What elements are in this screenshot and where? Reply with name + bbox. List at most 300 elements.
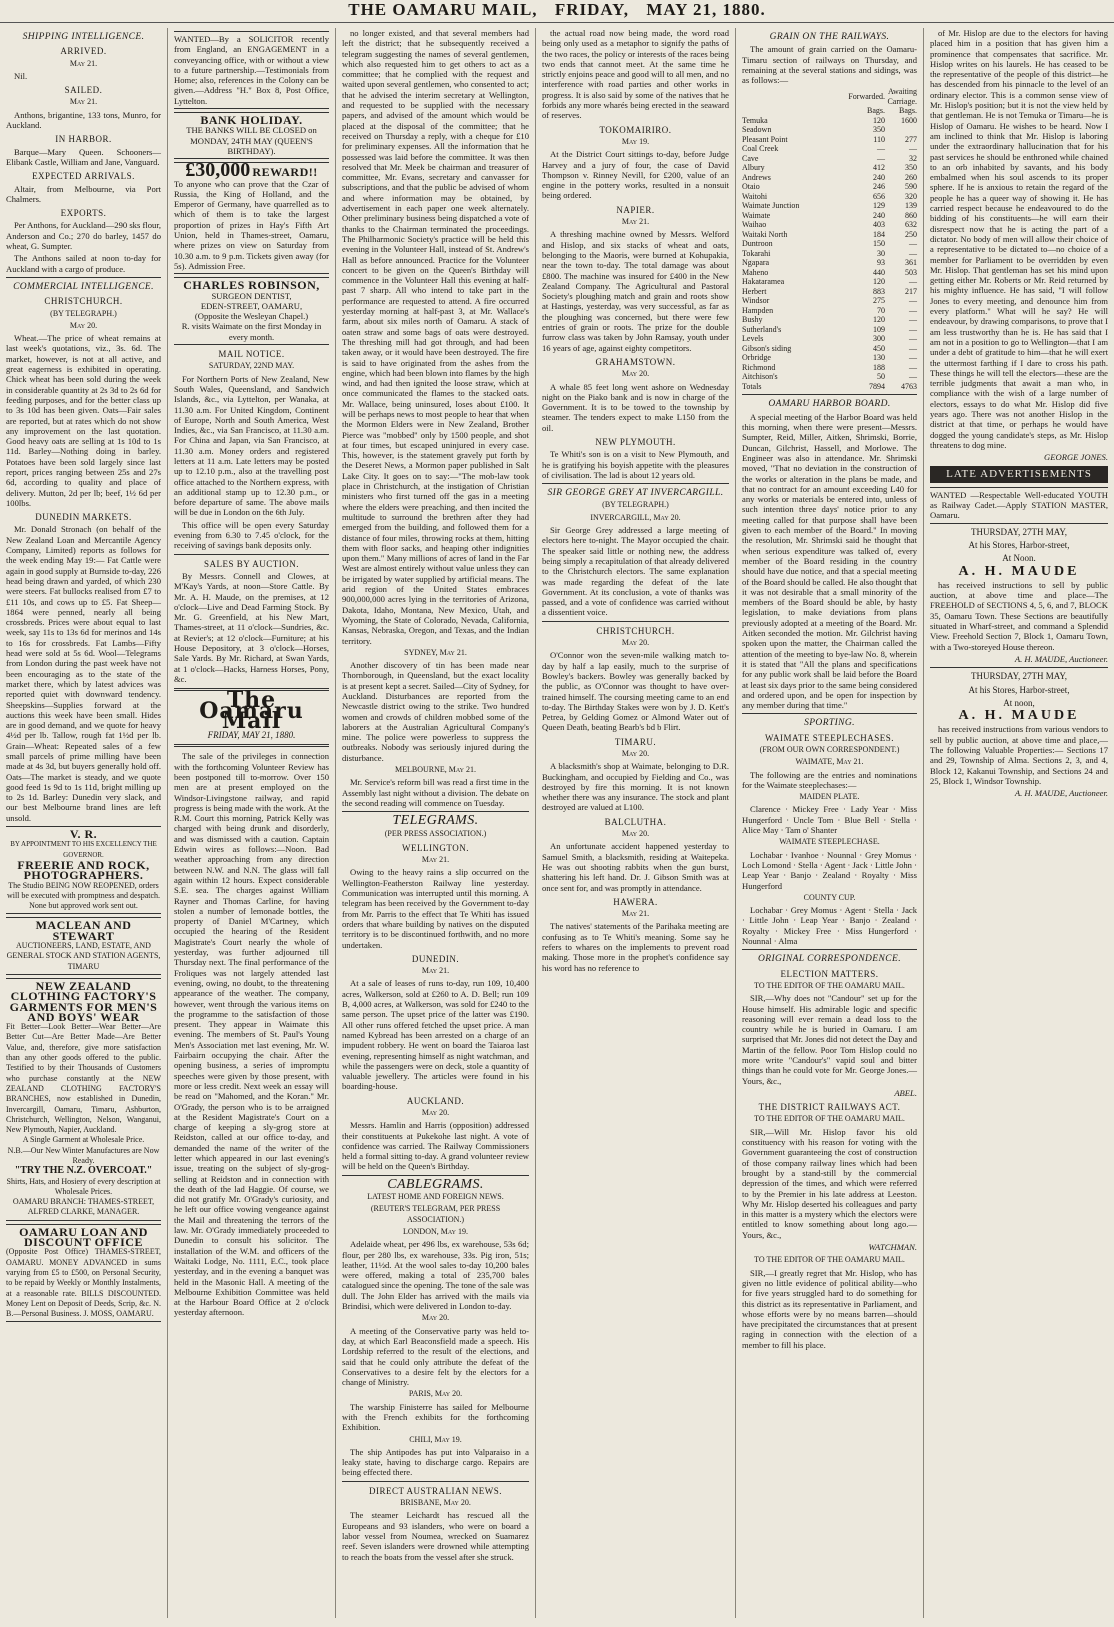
reward-word: REWARD!! (252, 165, 318, 180)
grain-row (742, 144, 917, 154)
chch-date: May 20. (69, 320, 98, 330)
grain-row (742, 325, 917, 335)
grain-forwarded: 70 (877, 305, 885, 315)
balclutha-text: An unfortunate accident happened yesterday to Samuel Smith, a blacksmith, residing at Waitepeka. He was out shooting rabbits when the gun burst, shattering his left hand. Dr. J. Gibson Smith was at once sent for, and was promptly in attendance. (542, 841, 729, 893)
district-signature: WATCHMAN. (868, 1242, 917, 1253)
cablegrams-text: Adelaide wheat, per 496 lbs, ex warehouse, 53s 6d; flour, per 280 lbs, ex warehouse, 33s. Pig iron, 51s; leather, 11½d. At the wool sales to-day 10,200 bales were offered, making a total of 235,700 bales catalogued since the opening. The tone of the sale was dull. The John Elder has arrived with the mails via Brindisi, which were delivered in London to-day. (342, 1239, 529, 1312)
surgeon-name: CHARLES ROBINSON, (183, 278, 320, 293)
wanted-youth-ad (930, 487, 1108, 524)
expected-text: Altair, from Melbourne, via Port Chalmers. (6, 183, 161, 204)
grain-unit-awaiting: Bags. (899, 106, 917, 116)
grain-awaiting: — (909, 144, 917, 154)
in-harbor-heading: IN HARBOR. (55, 134, 112, 145)
auckland-text: Messrs. Hamlin and Harris (opposition) addressed their constituents at Pukekohe last night. A vote of confidence was carried. The Railway Commissioners held a formal sitting to-day. A grand volunteer review will be held on the Queen's Birthday. (342, 1120, 529, 1172)
grain-row (742, 220, 917, 230)
divider (930, 667, 1108, 668)
timaru-date: May 20. (621, 749, 650, 758)
maclean-ad (6, 917, 161, 974)
wellington-heading: WELLINGTON. (401, 842, 470, 853)
jones-signature: GEORGE JONES. (1044, 452, 1108, 463)
surgeon-address: EDEN-STREET, OAMARU, (200, 300, 303, 311)
grain-row (742, 125, 917, 135)
balclutha-date: May 20. (621, 829, 650, 839)
auction-2-name: A. H. MAUDE (958, 708, 1080, 724)
napier-date: May 21. (621, 217, 650, 227)
grain-row (742, 201, 917, 211)
late-advertisements-banner: LATE ADVERTISEMENTS (930, 466, 1108, 482)
timaru-text: A blacksmith's shop at Waimate, belonging to D.R. Buckingham, and occupied by Fielding and Co., was destroyed by fire this morning. It is not known whether there was any insurance. The stock and plant destroyed are valued at L100. (542, 761, 729, 813)
grain-awaiting: 350 (905, 163, 917, 173)
grey-sub: (BY TELEGRAPH.) (602, 500, 669, 510)
grain-forwarded: 110 (873, 134, 885, 144)
grain-station: Seadown (742, 125, 772, 135)
grain-station: Gibson's siding (742, 343, 792, 353)
tokomairiro-date: May 19. (621, 136, 650, 146)
grain-awaiting: — (909, 239, 917, 249)
column-4-text: the actual road now being made, the word road being only used as a metaphor to signify the paths of the two races, the policy or interests of the races being two ends that cannot meet. At the same time he strictly enjoins peace and good will to all men, and no interference with road parties and other works in progress. It is also said by some of the natives that he forbids any more wharés being erected in the seaward of reserves. (542, 28, 729, 121)
grain-row (742, 211, 917, 221)
reuter-line: (REUTER'S TELEGRAM, PER PRESS ASSOCIATION.) (370, 1204, 501, 1224)
melbourne-heading: MELBOURNE, May 21. (394, 765, 476, 775)
new-plymouth-text: Te Whiti's son is on a visit to New Plymouth, and he is gratifying his boyish appetite with the pleasures of civilisation. The lad is about 12 years old. (542, 449, 729, 480)
grain-awaiting: 1600 (901, 115, 917, 125)
waimate-date: WAIMATE, May 21. (795, 757, 864, 767)
divider (342, 811, 529, 812)
election-signature: ABEL. (894, 1087, 917, 1098)
sporting-heading: SPORTING. (804, 718, 855, 729)
grain-row (742, 182, 917, 192)
grain-forwarded: 129 (873, 201, 885, 211)
grain-forwarded: 300 (873, 334, 885, 344)
grain-row (742, 306, 917, 316)
grain-awaiting: — (909, 334, 917, 344)
in-harbor-text: Barque—Mary Queen. Schooners—Elibank Castle, William and Jane, Vanguard. (6, 146, 161, 167)
single-garment: A Single Garment at Wholesale Price. (22, 1135, 145, 1145)
reward-ad (174, 159, 329, 274)
divider (174, 744, 329, 747)
royal-crest-icon: V. R. (69, 827, 98, 842)
grain-row (742, 334, 917, 344)
grain-awaiting: 260 (905, 172, 917, 182)
grain-body (742, 116, 917, 382)
grain-forwarded: 184 (873, 229, 885, 239)
grain-row (742, 296, 917, 306)
grain-awaiting: 250 (905, 229, 917, 239)
grain-station: Waihao (742, 220, 767, 230)
christchurch-text: O'Connor won the seven-mile walking match to-day by half a lap easily, much to the surprise of Bowley's backers. Bowley was generally backed by the public, as O'Connor was thought to have over-trained himself. The coursing meeting came to an end to-day. The Birthday Stakes were won by J. D. Kett's Petrea, by Gelding Gomez or Almond Water out of Queen Death, beating Bearb's bd b Flirt. (542, 650, 729, 733)
melbourne-text: Mr. Service's reform bill was read a first time in the Assembly last night without a division. The debate on the second reading will commence on Tuesday. (342, 777, 529, 808)
divider (342, 1481, 529, 1482)
grain-station: Maheno (742, 267, 769, 277)
divider (742, 949, 917, 950)
maclean-name: MACLEAN AND STEWART (35, 918, 132, 943)
grain-units-row (742, 106, 917, 116)
dunedin-markets-heading: DUNEDIN MARKETS. (35, 512, 132, 523)
grain-station: Duntroon (742, 239, 773, 249)
column-5 (736, 28, 924, 1618)
district-to: TO THE EDITOR OF THE OAMARU MAIL. (754, 1114, 905, 1124)
masthead-date: MAY 21, 1880. (646, 0, 766, 19)
grain-forwarded: — (877, 153, 885, 163)
waimate-heading: WAIMATE STEEPLECHASES. (764, 732, 894, 743)
auction-1-name: A. H. MAUDE (958, 563, 1080, 579)
bank-holiday-ad (174, 112, 329, 159)
column-1 (0, 28, 168, 1618)
grain-awaiting: 320 (905, 191, 917, 201)
grain-row (742, 192, 917, 202)
dunedin-text: At a sale of leases of runs to-day, run 109, 10,400 acres, Walkerson, sold at £260 to A. D. Bell; run 109 B, 4,000 acres, at Walkerson, was sold for £240 to the same person. The upset price of the latter was £190. All other runs offered fetched the upset price. A man named Kybread has been arrested on a charge of an impudent robbery. He went on board the Taiaroa last evening, representing himself as night watchman, and while the passengers were on deck, stole a quantity of valuable jewellery. The articles were found in his boarding-house. (342, 978, 529, 1092)
wanted-youth-text: WANTED —Respectable Well-educated YOUTH as Railway Cadet.—Apply STATION MASTER, Oamaru. (930, 489, 1108, 521)
masthead (0, 0, 1114, 23)
grain-row (742, 163, 917, 173)
cablegrams-sub: LATEST HOME AND FOREIGN NEWS. (367, 1192, 504, 1202)
original-heading: ORIGINAL CORRESPONDENCE. (758, 954, 901, 965)
loan-title: OAMARU LOAN AND DISCOUNT OFFICE (19, 1224, 148, 1250)
grahamstown-heading: GRAHAMSTOWN. (595, 356, 676, 367)
steeple-heading: WAIMATE STEEPLECHASE. (779, 837, 880, 847)
mail-notice-date: SATURDAY, 22ND MAY. (208, 361, 295, 371)
grain-forwarded: 883 (873, 286, 885, 296)
grain-forwarded: 50 (877, 372, 885, 382)
reward-text: To anyone who can prove that the Czar of Russia, the King of Holland, and the Emperor of Germany, have quarrelled as to which of them is to take the largest proportion of prizes in Hay's Fifth Art Union, held in Thames-street, Oamaru, where prizes on view on Saturday from 10.30 a.m. to 9 p.m. Tickets given away (for 5s). Admission Free. (174, 178, 329, 271)
napier-text: A threshing machine owned by Messrs. Welford and Hislop, and six stacks of wheat and oats, belonging to the Maoris, were burned at Kohupakia, near the town to-day. The total damage was about £800. The machine was insured for £400 in the New Zealand Company. The Agricultural and Pastoral Society's ploughing match and grain and roots show at Hastings, yesterday, was very successful, as far as the ploughing was concerned, but there were few entries of grain or roots. The prize for the double furrow class was taken by John Ramsay, youth under 16 years of age, against eighty competitors. (542, 229, 729, 353)
grain-forwarded: 120 (873, 115, 885, 125)
divider (742, 394, 917, 395)
grain-awaiting: — (909, 343, 917, 353)
bank-holiday-text: THE BANKS WILL BE CLOSED on MONDAY, 24TH MAY (QUEEN'S BIRTHDAY). (186, 125, 317, 156)
bank-holiday-heading: BANK HOLIDAY. (200, 113, 303, 128)
hawera-text: The natives' statements of the Parihaka meeting are confusing as to Te Whiti's meaning. Some say he refers to whares on the implements to prevent road making. Those more in the prophet's confidence say his word has no reference to (542, 921, 729, 973)
divider (742, 713, 917, 714)
grain-forwarded: 30 (877, 248, 885, 258)
balclutha-heading: BALCLUTHA. (604, 816, 667, 827)
grey-heading: SIR GEORGE GREY AT INVERCARGILL. (547, 488, 724, 499)
grain-forwarded: 275 (873, 296, 885, 306)
grahamstown-text: A whale 85 feet long went ashore on Wednesday night on the Piako bank and is now in charge of the Government. It is to be towed to the township by steamer. The tenders expect to make L150 from the oil. (542, 381, 729, 433)
cablegrams-text-2: A meeting of the Conservative party was held to-day, at which Earl Beaconsfield made a speech. His Lordship referred to the result of the elections, and said that he could only attribute the defeat of the Conservatives to a desire felt by the electors for a change of Ministry. (342, 1325, 529, 1388)
grain-row (742, 135, 917, 145)
grain-awaiting: 590 (905, 182, 917, 192)
grain-heading: GRAIN ON THE RAILWAYS. (769, 32, 890, 42)
mail-notice-text: For Northern Ports of New Zealand, New South Wales, Queensland, and Sandwich Islands, &c., via Lyttelton, per Wanaka, at 11.30 a.m. For United Kingdom, Continent of Europe, North and South America, West Indies, &c., via San Francisco, at 11.30 a.m. For China and Japan, via San Francisco, at 11.30 a.m. Money orders and registered letters at 11 a.m. Late letters may be posted up to 12.10 p.m., also at the travelling post office attached to the Northern express, with an additional stamp up to 12.30 p.m., or before departure of same. The above mails will be due in London on the 6th July. (174, 373, 329, 518)
third-to: TO THE EDITOR OF THE OAMARU MAIL. (754, 1255, 905, 1265)
grain-row (742, 287, 917, 297)
tokomairiro-text: At the District Court sittings to-day, before Judge Harvey and a jury of four, the case of David Thompson v. Rinney Nevill, for £200, value of an engine in the pottery works, resulted in a nonsuit being ordered. (542, 149, 729, 201)
election-text: SIR,—Why does not "Candour" set up for the House himself. His admirable logic and specific reasoning will ever remain a dead loss to the country while he is buried in Oamaru. I am surprised that Mr. Jones did not detect the Day and Martin of the fellow. Poor Tom Hislop could no more write "Candour's" vapid soul and bitter things than he could vote for Mr. George Jones.—Yours, &c., (742, 993, 917, 1086)
arrived-date: May 21. (69, 58, 98, 68)
grey-date: INVERCARGILL, May 20. (590, 512, 681, 522)
auction-2-day: THURSDAY, 27TH MAY, (970, 671, 1068, 682)
grain-forwarded: 450 (873, 343, 885, 353)
grain-station: Sutherland's (742, 324, 782, 334)
grain-forwarded: 109 (873, 324, 885, 334)
harbor-heading: OAMARU HARBOR BOARD. (768, 399, 891, 410)
grain-station: Herbert (742, 286, 767, 296)
grain-forwarded: 656 (873, 191, 885, 201)
grain-row (742, 344, 917, 354)
grain-col-awaiting: Awaiting Carriage. (887, 87, 917, 106)
surgeon-ad (174, 277, 329, 345)
telegrams-heading: TELEGRAMS. (392, 813, 479, 829)
sailed-date: May 21. (69, 97, 98, 107)
dunedin-heading: DUNEDIN. (411, 953, 460, 964)
grain-awaiting: 139 (905, 201, 917, 211)
grain-row (742, 239, 917, 249)
grain-table (742, 87, 917, 391)
paris-date: PARIS, May 20. (408, 1389, 463, 1399)
grain-awaiting: 503 (905, 267, 917, 277)
grain-row (742, 249, 917, 259)
grain-station: Tokarahi (742, 248, 771, 258)
clothing-title: NEW ZEALAND CLOTHING FACTORY'S GARMENTS FOR MEN'S AND BOYS' WEAR (9, 978, 158, 1024)
sydney-text: Another discovery of tin has been made near Thornborough, in Queensland, but the exact locality is at present kept a secret. Sailed—City of Sydney, for Auckland. Disturbances are reported from the Newcastle district owing to the strike. Two hundred women and crowds of children mobbed some of the laborers at the Australian Agricultural Company's mine. The police were powerless to suppress the outbreaks. Nobody was seriously injured during the disturbance. (342, 660, 529, 763)
grain-forwarded: 188 (873, 362, 885, 372)
grain-station: Waimate (742, 210, 771, 220)
sailed-text: Anthons, brigantine, 133 tons, Munro, for Auckland. (6, 109, 161, 131)
divider (6, 277, 161, 278)
grain-forwarded: 440 (873, 267, 885, 277)
clothing-ad (6, 978, 161, 1221)
wellington-date: May 21. (421, 855, 450, 865)
grain-forwarded: 403 (873, 220, 885, 230)
grain-forwarded: 412 (873, 163, 885, 173)
grain-station: Waimate Junction (742, 201, 800, 211)
sales-heading: SALES BY AUCTION. (204, 558, 299, 569)
wanted-solicitor-text: WANTED—By a SOLICITOR recently from England, an ENGAGEMENT in a conveyancing office, with or without a view to a future partnership.—Testimonials from Home; also, references in the Colony can be given.—Address "H." Box 8, Post Office, Lyttelton. (174, 34, 329, 106)
grain-station: Orbridge (742, 353, 771, 363)
masthead-paper: THE OAMARU MAIL, (348, 0, 538, 19)
branch-text: OAMARU BRANCH: THAMES-STREET, ALFRED CLARKE, MANAGER. (12, 1197, 155, 1217)
grain-station: Albury (742, 163, 765, 173)
grain-forwarded: 150 (873, 239, 885, 249)
grain-station: Cave (742, 153, 759, 163)
cable-date-2: May 20. (421, 1313, 450, 1323)
reward-amount: £30,000 (185, 159, 251, 182)
election-heading: ELECTION MATTERS. (780, 968, 879, 979)
london-date: LONDON, May 19. (402, 1226, 468, 1236)
loan-text: (Opposite Post Office) THAMES-STREET, OAMARU. MONEY ADVANCED in sums varying from £5 to £500, on Personal Security, to be repaid by Weekly or Monthly Instalments, at a reasonable rate. BILLS DISCOUNTED. Money Lent on Deposit of Deeds, Scrip, &c. N. B.—Personal Business. J. MOSS, OAMARU. (6, 1247, 161, 1319)
wanted-solicitor-ad (174, 31, 329, 109)
grain-row (742, 154, 917, 164)
maclean-sub: AUCTIONEERS, LAND, ESTATE, AND GENERAL STOCK AND STATION AGENTS, TIMARU (6, 941, 161, 971)
grain-row (742, 258, 917, 268)
grain-awaiting: — (909, 296, 917, 306)
grain-awaiting: — (909, 248, 917, 258)
auction-1-text: has received instructions to sell by public auction, at above time and place—The FREEHOLD of SECTIONS 4, 5, 6, and 7, BLOCK 35, Oamaru Town. These Sections are beautifully situated in Wharf-street, and command a Splendid View. Freehold Section 7, Block 1, Oamaru Town, with a Two-storeyed House thereon. (930, 579, 1108, 652)
chili-text: The ship Antipodes has put into Valparaiso in a leaky state, having to discharge cargo. Repairs are being effected there. (342, 1446, 529, 1478)
new-plymouth-heading: NEW PLYMOUTH. (595, 436, 676, 447)
divider (542, 483, 729, 484)
commercial-heading: COMMERCIAL INTELLIGENCE. (13, 281, 154, 292)
sailed-heading: SAILED. (64, 85, 103, 96)
clothing-text: Fit Better—Look Better—Wear Better—Are Better Cut—Are Better Made—Are Better Value, and, therefore, give more satisfaction than any other goods offered to the public. Testified to by their Thousands of Customers who purchase constantly at the NEW ZEALAND CLOTHING FACTORY'S BRANCHES, now established in Dunedin, Invercargill, Oamaru, Timaru, Ashburton, Christchurch, Wellington, Nelson, Wanganui, New Plymouth, Napier, Auckland. (6, 1022, 161, 1135)
district-text: SIR,—Will Mr. Hislop favor his old constituency with his reason for voting with the Government guaranteeing the cost of construction of those company railway lines which had been brought by a stand-still by the commercial depression of the times, and which were referred to by the Premier in his late address at Leeston. Why Mr. Hislop deserted his colleagues and party in this matter is a mystery which the electors were entitled to know something about long ago.—Yours, &c., (742, 1126, 917, 1240)
grahamstown-date: May 20. (621, 369, 650, 379)
grain-row (742, 173, 917, 183)
grain-station: Ngapara (742, 258, 770, 268)
auckland-heading: AUCKLAND. (406, 1095, 465, 1106)
christchurch-heading: CHRISTCHURCH. (596, 625, 675, 636)
auckland-date: May 20. (421, 1107, 450, 1117)
sydney-heading: SYDNEY, May 21. (404, 647, 467, 657)
grain-row (742, 353, 917, 363)
grain-row (742, 372, 917, 382)
grain-station: Windsor (742, 296, 770, 306)
election-to: TO THE EDITOR OF THE OAMARU MAIL. (754, 980, 905, 990)
paris-text: The warship Finisterre has sailed for Melbourne with the French exhibits for the forthcoming Exhibition. (342, 1401, 529, 1433)
grain-station: Waitaki North (742, 229, 788, 239)
timaru-heading: TIMARU. (614, 736, 657, 747)
auction-1-time: At Noon. (1002, 553, 1036, 564)
district-heading: THE DISTRICT RAILWAYS ACT. (758, 1102, 901, 1113)
grain-forwarded: 93 (877, 258, 885, 268)
harbor-text: A special meeting of the Harbor Board was held this morning, when there were present—Messrs. Sumpter, Reid, Miller, Aitken, Shrimski, Borrie, Duncan, Gilchrist, Hassell, and Morlowe. The Engineer was also in attendance. Mr. Shrimski moved, "That no deviation in the construction of the works or alteration in the plans be made, and that no contract for an amount exceeding L40 for any works or materials be entered into, unless of such intention three days' notice prior to any meeting called for that purpose shall have been given to each member of the Board." In moving the resolution, Mr. Shrimski said he thought that when serious expenditure was talked of, every member of the Board residing in the country should have due notice, and that a special meeting of the Board should be called. He also thought that it was not desirable that a small minority of the members of the Board should be able, by hasty legislation, to make deviations from plans previously adopted at a meeting of the Board. Mr. Aitken seconded the motion. Mr. Gilchrist having spoken upon the matter, the Chairman called the attention of the meeting to bye-law No. 8, wherein it is stated that "All the plans and specifications for any public work shall be laid before the Board at least six days prior to the same being considered and ordered upon, and be open for inspection by any member during that time." (742, 411, 917, 711)
grain-awaiting (885, 125, 917, 135)
grain-awaiting: — (909, 315, 917, 325)
auction-1-place: At his Stores, Harbor-street, (968, 539, 1070, 550)
grain-awaiting: 361 (905, 258, 917, 268)
hawera-heading: HAWERA. (613, 896, 658, 907)
grain-row (742, 277, 917, 287)
column-6-text: of Mr. Hislop are due to the electors for having placed him in a position that has given him a prominence that compensates that sacrifice. Mr. Hislop writes on his laurels. He has ceased to be the representative of the people of this district—he has descended from his pinnacle to the level of an ordinary elector. This is a common sense view of Mr. Hislop's position; but it is not the view held by that gentleman. He is not Temuka or Timaru—he is Hislop of Oamaru. He wishes to be heard. Now I am inclined to think that Mr. Hislop is laboring under the extraordinary hallucination that for his past services he should be enthroned while chained to an orb inhabited by savants, and his body embalmed when his soul ascends to its proper sphere. If he is anxious to retain the regard of the people he has a queer way of showing it. He has carried respect because he endeavoured to do the bidding of his constituents—he will earn their disrespect now that he is acting the part of a dictator. No body of men will allow their choice of a representative to be dictated to—no choice of a member for Parliament to be overridden by even Mr. Hislop. That gentleman has set his mind upon getting either Mr. Roberts or Mr. Reid returned by his mighty influence. He has said, "I will follow Jones to every meeting, and denounce him from every platform." What will he say? He will endeavour, by drawing comparisons, to prove that I am less trustworthy than he is. He has said that I am not in a position to go to Wellington—that I am under a debt of gratitude to him—that he will exert the uttermost farthing if I dare to cross his path. These things he will tell the electors—these are the terrible judgments that await a man who, in compliance with the wish of a large number of electors, essays to do what Mr. Hislop did five years ago. There was not another Hislop in the district at that time, or perhaps he would have dogged the young candidate's steps, as Mr. Hislop threatens to dog mine. (930, 28, 1108, 450)
grain-unit-forwarded: Bags. (867, 106, 885, 116)
paper-title: The Oamaru Mail (199, 687, 304, 734)
grain-forwarded: — (877, 144, 885, 154)
brisbane-text: The steamer Leichardt has rescued all the Europeans and 93 islanders, who were on board a labor vessel from Noumea, wrecked on Suamarez reef. Seven islanders were drowned while attempting to reach the boats from the vessel after she struck. (342, 1510, 529, 1562)
auction-2-place: At his Stores, Harbor-street, (968, 684, 1070, 695)
grain-station: Coal Creek (742, 144, 779, 154)
overcoat-slogan: "TRY THE N.Z. OVERCOAT." (14, 1165, 153, 1177)
grain-station: Levels (742, 334, 764, 344)
hawera-date: May 21. (621, 909, 650, 919)
maiden-entries: Clarence · Mickey Free · Lady Year · Miss Hungerford · Uncle Tom · Blue Bell · Stella · Alice May · Tam o' Shanter (742, 804, 917, 836)
press-association: (PER PRESS ASSOCIATION.) (384, 828, 487, 838)
grain-forwarded: 120 (873, 277, 885, 287)
grain-station: Andrews (742, 172, 771, 182)
grain-forwarded: 240 (873, 172, 885, 182)
grain-forwarded: 120 (873, 315, 885, 325)
grain-station: Otaio (742, 182, 760, 192)
dunedin-date: May 21. (421, 966, 450, 976)
grain-forwarded: 130 (873, 353, 885, 363)
grain-awaiting: 32 (909, 153, 917, 163)
column-3 (336, 28, 536, 1618)
by-telegraph: (BY TELEGRAPH.) (50, 308, 117, 318)
grain-awaiting: — (909, 277, 917, 287)
loan-ad (6, 1224, 161, 1323)
grain-station: Temuka (742, 115, 768, 125)
grain-col-forwarded: Forwarded. (848, 92, 885, 102)
christchurch-date: May 20. (621, 638, 650, 648)
studio-text: The Studio BEING NOW REOPENED, orders will be executed with promptness and despatch. None but approved work sent out. (6, 880, 161, 911)
exports-text-2: The Anthons sailed at noon to-day for Auckland with a cargo of produce. (6, 253, 161, 274)
grain-row (742, 315, 917, 325)
napier-heading: NAPIER. (616, 204, 655, 215)
county-heading: COUNTY CUP. (803, 892, 856, 902)
auction-2-time: At noon, (1003, 697, 1035, 708)
grain-awaiting: 860 (905, 210, 917, 220)
direct-heading: DIRECT AUSTRALIAN NEWS. (368, 1485, 503, 1496)
grain-awaiting: — (909, 353, 917, 363)
grain-totals-forwarded: 7894 (869, 381, 885, 391)
auction-1-day: THURSDAY, 27TH MAY, (970, 526, 1068, 537)
cablegrams-heading: CABLEGRAMS. (387, 1176, 484, 1192)
photographers-name: FREERIE AND ROCK, PHOTOGRAPHERS. (17, 857, 150, 883)
grain-totals-awaiting: 4763 (901, 381, 917, 391)
grain-row (742, 268, 917, 278)
grain-awaiting: — (909, 305, 917, 315)
masthead-day: FRIDAY, (554, 0, 630, 19)
dunedin-markets-text: Mr. Donald Stronach (on behalf of the New Zealand Loan and Mercantile Agency Company, Limited) reports as follows for the week ending May 19:— Fat Cattle were again in good supply at Burnside to-day, 226 head being drawn and yarded, of which 230 were steers. Fat bullocks realised from £7 to £11 10s, and cows up to £5. Fat Sheep—1864 were penned, nearly all being crossbreds. Prices were about equal to last week, say 11s to 13s 6d for merinos and 14s to 16s for crossbreds. Fat Lambs—Fifty head were sold at 5s 6d. Wool—Telegrams from London during the past week have not been encouraging as to the state of the market there, which by latest advices was reported quiet with downward tendency. Sheepskins—Supplies forward at the auctions this week have been small. Hides are in good demand, and we quote for heavy 4½d per lb. Tallow, rough fat 1½d per lb. Grain—Wheat: Repeated sales of a few small parcels of prime milling have been made at 4s 3d, but buyers generally hold off. Oats—The market is steady, and we quote good feed 1s 9d to 1s 11d, bright milling up to 2s 1d. Barley: Dunedin very slack, and our best Melbourne brand lines are left unsold. (6, 524, 161, 823)
brisbane-date: BRISBANE, May 20. (400, 1498, 471, 1508)
paper-dateline: FRIDAY, MAY 21, 1880. (207, 730, 296, 741)
grain-station: Pleasant Point (742, 134, 788, 144)
auction-1-signature: A. H. MAUDE, Auctioneer. (1014, 653, 1108, 664)
grain-intro: The amount of grain carried on the Oamaru-Timaru section of railways on Thursday, and remaining at the several stations and sidings, was as follows:— (742, 44, 917, 86)
appointment-text: BY APPOINTMENT TO HIS EXCELLENCY THE GOVERNOR. (10, 840, 157, 859)
grain-row (742, 230, 917, 240)
surgeon-visits: R. visits Waimate on the first Monday in every month. (181, 321, 322, 342)
column-6 (924, 28, 1114, 1618)
third-text: SIR,—I greatly regret that Mr. Hislop, who has given no little evidence of political ability—who for five years struggled hard to do something for this district as its representative in Parliament, and whose efforts were by no means barren—should have precipitated the circumstances that at present raging in connection with the election of a member to fill his place. (742, 1267, 917, 1350)
grain-totals-label: Totals (742, 381, 762, 391)
sales-text: By Messrs. Connell and Clowes, at M'Kay's Yards, at noon—Store Cattle. By Mr. A. H. Maude, on the premises, at 12 o'clock—Live and Dead Farming Stock. By Mr. G. Greenfield, at his New Mart, Thames-street, at 11 o'clock—Sundries, &c. at Revier's; at 12 o'clock—Furniture; at his House Depository, at 3 o'clock—Horses, Sale Yards. By Mr. Richard, at Swan Yards, at 1 o'clock—Hacks, Harness Horses, Pony, &c. (174, 570, 329, 684)
column-3-text: no longer existed, and that several members had left the district; that he subsequently received a telegram suggesting the names of several gentlemen, which also requested him to get others to act as a committee; that he complied with the request and waited upon several gentlemen, who consented to act; that he advised the interim secretary at Wellington, and requested to be supplied with the necessary papers, and advised of the amount which would be placed at the disposal of the committee; that he received on Thursday a reply, with a cheque for £10 for preliminary expenses. All the information that he possessed was laid before the committee. It was then resolved that Mr. Meek be chairman and treasurer of committee, Mr. Evans, secretary and canvasser for subscriptions, and that the public be advised of whom and where information may be obtained, by advertisement in each paper one week alternately. Other preliminary business being dispatched a vote of thanks to the Chairman terminated the proceedings. The Philharmonic Society's practice will be held this evening in the Volunteer Hall, instead of St. Andrew's Hall as before announced. Practice for the Volunteer concert to be given on the Queen's Birthday will commence in the Volunteer Hall this evening at half-past 7 sharp. All who intend to take part in the performance are requested to attend. A fire occurred yesterday morning at half-past 3, at Mr. Wallace's farm, about six miles north of Oamaru. A stack of oaten straw and some bags of oats were destroyed. The threshing mill had got through, and had been taken away, or it would have been destroyed. The fire is said to have originated from the ashes from the engine, which had been blown into flames by the high wind, and had then ignited the loose straw, which at once communicated the flames to the stacked oats. Mr. Wallace, being uninsured, loses about £100. It will be perhaps news to most people to hear that when the Mormon Elders were in New Zealand, Brother Pierce was "mobbed" only by 1500 people, and shot at four times, but escaped uninjured in every case. This, however, is the statement gravely put forth by the Deseret News, a Mormon paper published in Salt Lake City. It goes on to say:—"The mob-law took place in Christchurch, at the instigation of Christian ministers who first turned off the gas in a meeting where the elders were preaching, and then incited the multitude to surround the brethren after they had emerged from the building, and followed them for a distance of four miles, throwing rocks at them, hitting them with floor sacks, and heaping other indignities upon them." Many millions of acres of land in the Far West are almost entirely without value unless they can be irrigated by water supplied by artificial means. The arid region of the United States embraces 900,000,000 acres lying in the territories of Arizona, Dakota, Idaho, Montana, New Mexico, Utah, and Wyoming, the State of Colorado, Nevada, California, Kansas, Nebraska, Oregon, and Texas, and the Indian territory. (342, 28, 529, 646)
grain-forwarded: 350 (873, 125, 885, 135)
grain-station: Waitohi (742, 191, 768, 201)
grain-awaiting: 632 (905, 220, 917, 230)
grain-station: Bushy (742, 315, 763, 325)
grain-row (742, 363, 917, 373)
steeple-entries: Lochabar · Ivanhoe · Nounnal · Grey Momus · Loch Lomond · Stella · Agent · Jack · Little John · Leap Year · Banjo · Zealand · Royalty · Miss Hungerford (742, 849, 917, 891)
divider (542, 621, 729, 622)
grain-awaiting: — (909, 362, 917, 372)
surgeon-title: SURGEON DENTIST, (211, 290, 292, 301)
column-2 (168, 28, 336, 1618)
grain-awaiting: — (909, 372, 917, 382)
expected-heading: EXPECTED ARRIVALS. (32, 171, 135, 182)
editorial-text: The sale of the privileges in connection with the forthcoming Volunteer Review has been postponed till to-morrow. Over 150 men are at present employed on the Windsor-Livingstone railway, and rapid progress is being made with the work. At the R.M. Court this morning, Patrick Kelly was charged with being drunk and disorderly, and was dismissed with a caution. Captain Edwin wires as follows:—Noon. Bad weather approaching from any direction between N.W. and N.N. The glass will fall again within 12 hours. Expect considerable S.E. sea. The charges against William Rayner and Thomas Carline, for having stolen a number of lemonade bottles, the property of Daniel M'Cartney, which occupied the hearing of the Resident Magistrate's Court nearly the whole of yesterday, was further adjourned till Thursday next. The final performance of the Froliques was not largely attended last evening, owing, no doubt, to the threatening appearance of the weather. The company, however, went through the various items on the programme to the satisfaction of those present. They appear in Waimate this evening. The members of St. Paul's Young Men's Association met last evening, Mr. W. Fairbairn occupying the chair. After the opening business, a series of impromptu speeches were given by those present, with more or less credit. Next week an essay will be read on "Mahomed, and the Koran." Mr. O'Grady, the person who is to be arraigned at the Resident Magistrate's Court on a charge of keeping a sly-grog store at Reidston, called at our office to-day, and demanded the name of the writer of the letter which appeared in our last evening's issue, treating on the subject of sly-grog-selling at Reidston and in connection with the death of the lad Haggie. Of course, we did not gratify Mr. O'Grady's curiosity, and he left our office vowing vengeance against the Mail and threatening the terrors of the law. Mr. O'Grady immediately proceeded to Dunedin to consult his solicitor. The installation of the W.M. and officers of the Waitaki Lodge, No. 1111, E.C., took place yesterday, and in the evening a banquet was held in the Masonic Hall. A meeting of the Melbourne Exhibition Committee was held at the Harbour Board Office at 2 o'clock yesterday afternoon. (174, 751, 329, 1318)
exports-text: Per Anthons, for Auckland—290 sks flour, Anderson and Co.; 270 do barley, 1457 do wheat, G. Sumpter. (6, 220, 161, 252)
grain-totals-row (742, 382, 917, 392)
grain-awaiting: 217 (905, 286, 917, 296)
column-4 (536, 28, 736, 1618)
grain-station: Richmond (742, 362, 776, 372)
maiden-heading: MAIDEN PLATE. (799, 792, 860, 802)
chili-date: CHILI, May 19. (409, 1434, 462, 1444)
arrived-heading: ARRIVED. (60, 46, 107, 57)
grain-header-row (742, 87, 917, 106)
grain-forwarded: 240 (873, 210, 885, 220)
arrived-nil: Nil. (14, 70, 28, 81)
grain-forwarded: 246 (873, 182, 885, 192)
auction-2-signature: A. H. MAUDE, Auctioneer. (1014, 788, 1108, 799)
grain-awaiting: — (909, 324, 917, 334)
mail-notice-text-2: This office will be open every Saturday evening from 6.30 to 7.45 o'clock, for the receiving of savings bank deposits only. (174, 519, 329, 551)
grain-station: Hampden (742, 305, 774, 315)
grey-text: Sir George Grey addressed a large meeting of electors here to-night. The Mayor occupied the chair. The speaker said little or nothing new, the address being simply a recapitulation of that already delivered to the Christchurch electors. The same explanation was made regarding the defeat of the late Government. At its conclusion, a vote of thanks was passed, and a vote of confidence was carried without a dissentient voice. (542, 525, 729, 618)
waimate-intro: The following are the entries and nominations for the Waimate steeplechases:— (742, 769, 917, 790)
shipping-heading: SHIPPING INTELLIGENCE. (22, 32, 145, 42)
chch-text: Wheat.—The price of wheat remains at last week's quotations, viz., 3s. 6d. The market, however, is not at all active, and great eagerness is exhibited in operating. Chick wheat has been sold during the week in considerable quantity at 2s 3d to 2s 6d for feeding purposes, and for the better class up to 3s 10d has been given. Oats—Fair sales are reported, but at rates which do not show any improvement on the last quotation. Good heavy oats are selling at 1s 10d to 1s 11d. Barley—Nothing doing in barley. Potatoes have been sold largely since last report, prices ranging between 25s and 27s 6d, according to quality and place of delivery. Mutton, 2d per lb; beef, 1½ 6d per 100lbs. (6, 333, 161, 508)
grain-row (742, 116, 917, 126)
grain-awaiting: 277 (905, 134, 917, 144)
divider (342, 1175, 529, 1176)
shirts-text: Shirts, Hats, and Hosiery of every description at Wholesale Prices. (6, 1176, 161, 1196)
grain-station: Aitchison's (742, 372, 778, 382)
auction-2-text: has received instructions from various vendors to sell by public auction, at above time and place,— The following Valuable Properties:— Sections 17 and 29, Township of Alma. Sections 2, 3, and 4, Block 12, Kakanui Township, and Sections 24 and 25, Block 1, Windsor Township. (930, 724, 1108, 786)
grain-station: Hakataramea (742, 277, 785, 287)
